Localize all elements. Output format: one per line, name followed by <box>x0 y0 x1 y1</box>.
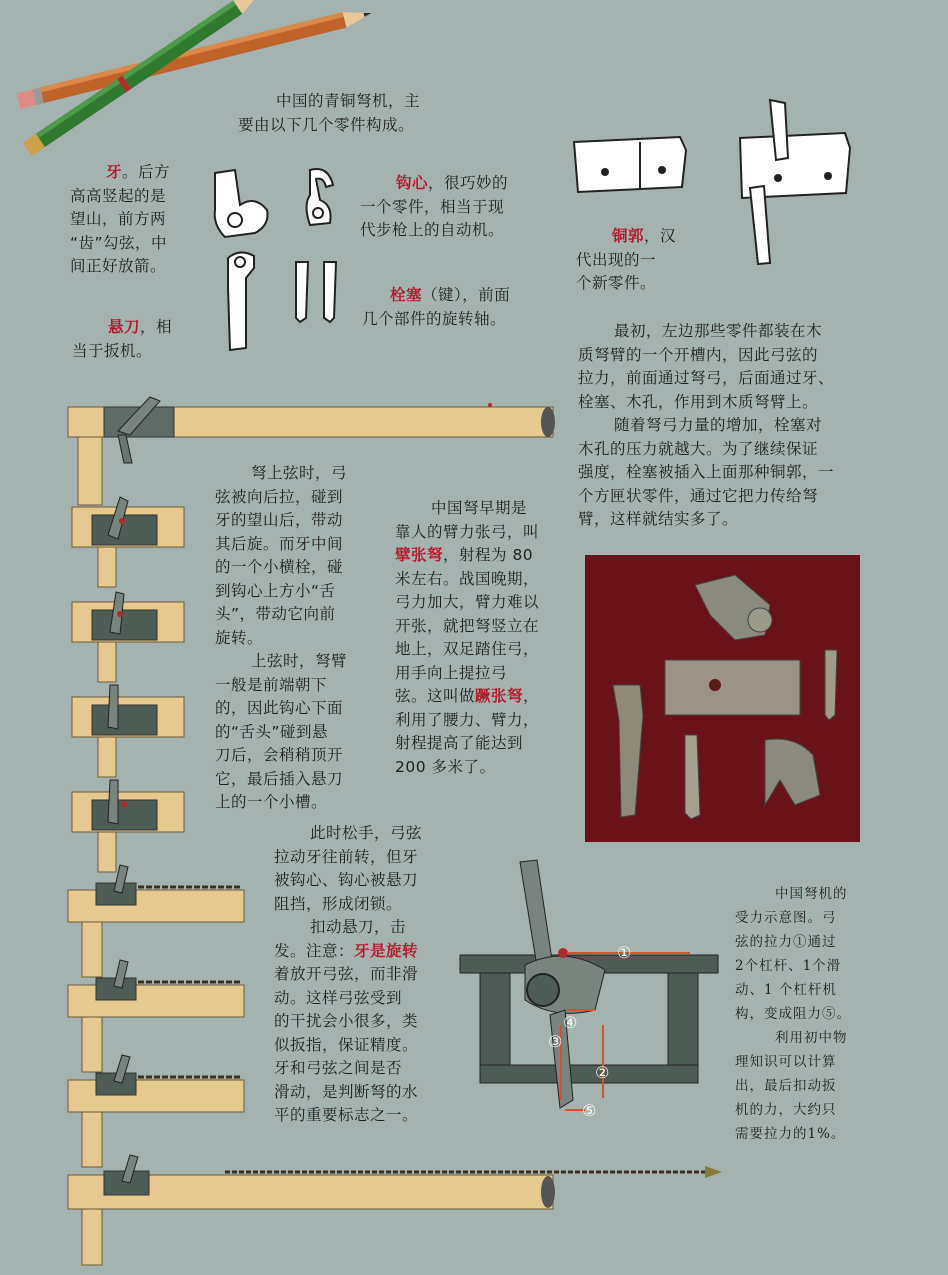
mid-line: 拉动牙往前转，但牙 <box>274 847 419 866</box>
part-gouxin-description <box>360 172 508 243</box>
part-tongguo-drawing <box>570 132 690 202</box>
crossbow-stage-2 <box>72 497 184 587</box>
early-highlight: 蹶张弩 <box>475 687 524 705</box>
right-line: 木孔的压力就越大。为了继续保证 <box>578 439 819 458</box>
mid-line: 平的重要标志之一。 <box>274 1106 419 1124</box>
mid-line: 此时松手，弓弦 <box>310 824 423 842</box>
part-desc: 。后方 <box>122 163 171 181</box>
part-name-xuandao: 悬刀 <box>108 318 141 336</box>
caption-line: 出，最后扣动扳 <box>735 1078 837 1094</box>
early-line: ， <box>523 687 540 705</box>
early-line: 弓力加大，臂力难以 <box>395 593 540 611</box>
part-desc: 代步枪上的自动机。 <box>360 221 505 239</box>
right-line: 最初，左边那些零件都装在木 <box>614 322 823 340</box>
part-name-ya: 牙 <box>106 163 123 181</box>
crossbow-stage-5 <box>72 780 184 872</box>
caption-line: 需要拉力的1%。 <box>735 1126 846 1142</box>
part-desc: 几个部件的旋转轴。 <box>362 309 507 328</box>
part-name-shuansai: 栓塞 <box>390 286 423 304</box>
part-xuandao-description <box>72 316 172 363</box>
part-gouxin-drawing <box>298 165 343 230</box>
intro-line: 要由以下几个零件构成。 <box>238 115 415 134</box>
part-desc: 一个零件，相当于现 <box>360 197 505 216</box>
early-line: 用手向上提拉弓 <box>395 663 508 682</box>
mid-line: 动。这样弓弦受到 <box>274 988 403 1007</box>
part-desc: ，汉 <box>644 227 677 245</box>
mid-line: 上弦时，弩臂 <box>251 652 348 670</box>
mid-line: 的干扰会小很多，类 <box>274 1012 419 1030</box>
mid-line: 刀后，会稍稍顶开 <box>215 746 344 764</box>
right-line: 随着弩弓力量的增加，栓塞对 <box>614 416 823 434</box>
early-line: 开张，就把弩竖立在 <box>395 616 540 635</box>
force-label-4: ④ <box>563 1013 578 1032</box>
right-line: 个方匣状零件，通过它把力传给弩 <box>578 486 819 505</box>
early-line: 中国弩早期是 <box>431 499 528 517</box>
caption-line: 中国弩机的 <box>775 886 848 902</box>
early-line: 地上，双足踏住弓， <box>395 640 540 658</box>
mid-line: 被钩心、钩心被悬刀 <box>274 871 419 889</box>
mid-line: 的“舌头”碰到悬 <box>215 722 329 741</box>
part-xuandao-drawing <box>220 248 265 356</box>
part-ya-drawing <box>205 165 275 245</box>
part-desc: 当于扳机。 <box>72 341 153 360</box>
mid-line: 上的一个小槽。 <box>215 793 328 811</box>
right-line: 拉力，前面通过弩弓，后面通过牙、 <box>578 369 835 387</box>
mid-line: 一般是前端朝下 <box>215 675 328 694</box>
part-desc: “齿”勾弦，中 <box>70 233 168 252</box>
mid-column-text-lower <box>274 822 422 1128</box>
mid-line: 着放开弓弦，而非滑 <box>274 965 419 983</box>
mid-line: 旋转。 <box>215 628 264 647</box>
mid-column-text <box>215 462 347 815</box>
part-tongguo-description <box>576 225 676 296</box>
part-desc: （键），前面 <box>422 286 511 304</box>
caption-line: 弦的拉力①通过 <box>735 934 837 950</box>
part-shuansai-drawing <box>290 258 350 328</box>
part-desc: 望山，前方两 <box>70 210 167 228</box>
mid-line: 似扳指，保证精度。 <box>274 1035 419 1054</box>
right-line: 强度，栓塞被插入上面那种铜郭，一 <box>578 463 835 481</box>
assembled-trigger-drawing <box>730 98 860 268</box>
early-crossbow-text <box>395 497 539 779</box>
crossbow-stage-6 <box>68 865 244 977</box>
early-line: ，射程为 80 <box>443 546 534 564</box>
mid-line: 到钩心上方小“舌 <box>215 581 336 600</box>
caption-line: 利用初中物 <box>775 1030 848 1046</box>
force-diagram <box>455 860 725 1150</box>
mid-line: 扣动悬刀，击 <box>310 918 407 936</box>
early-line: 利用了腰力、臂力， <box>395 710 540 729</box>
part-desc: 个新零件。 <box>576 274 657 292</box>
bronze-parts-photo <box>585 555 860 842</box>
caption-line: 2个杠杆、1个滑 <box>735 958 842 974</box>
intro-line: 中国的青铜弩机，主 <box>276 92 421 110</box>
caption-line: 机的力，大约只 <box>735 1102 837 1118</box>
mid-line: 弩上弦时，弓 <box>251 464 348 482</box>
early-line: 米左右。战国晚期， <box>395 569 540 588</box>
force-diagram-caption <box>735 882 851 1146</box>
mid-line: 的，因此钩心下面 <box>215 699 344 717</box>
mid-line: 滑动，是判断弩的水 <box>274 1082 419 1101</box>
right-line: 质弩臂的一个开槽内，因此弓弦的 <box>578 345 819 364</box>
force-label-5: ⑤ <box>582 1101 597 1120</box>
early-line: 200 多米了。 <box>395 757 496 776</box>
crossbow-stage-4 <box>72 685 184 777</box>
right-line: 臂，这样就结实多了。 <box>578 510 739 528</box>
mid-highlight: 牙是旋转 <box>354 941 419 960</box>
mid-line: 头”，带动它向前 <box>215 605 336 623</box>
mid-line: 弦被向后拉，碰到 <box>215 487 344 506</box>
part-desc: 间正好放箭。 <box>70 257 167 275</box>
caption-line: 理知识可以计算 <box>735 1054 837 1070</box>
force-label-2: ② <box>595 1063 610 1082</box>
part-shuansai-description <box>362 284 510 331</box>
part-desc: ，很巧妙的 <box>428 174 509 192</box>
part-name-gouxin: 钩心 <box>396 174 429 192</box>
right-line: 栓塞、木孔，作用到木质弩臂上。 <box>578 392 819 411</box>
crossbow-stage-3 <box>72 592 184 682</box>
force-label-1: ① <box>617 943 632 962</box>
early-highlight: 擘张弩 <box>395 546 444 564</box>
early-line: 弦。这叫做 <box>395 687 476 705</box>
mid-line: 牙和弓弦之间是否 <box>274 1059 403 1077</box>
caption-line: 动、1 个杠杆机 <box>735 982 837 998</box>
intro-text <box>238 90 420 137</box>
mid-line: 的一个小横栓，碰 <box>215 558 344 576</box>
part-desc: 代出现的一 <box>576 250 657 269</box>
early-line: 射程提高了能达到 <box>395 734 524 752</box>
force-label-3: ③ <box>548 1032 563 1051</box>
part-desc: ，相 <box>140 318 173 336</box>
part-name-tongguo: 铜郭 <box>612 227 645 245</box>
caption-line: 受力示意图。弓 <box>735 910 837 926</box>
mid-line: 它，最后插入悬刀 <box>215 769 344 788</box>
crossbow-stage-9 <box>68 1155 722 1265</box>
part-desc: 高高竖起的是 <box>70 186 167 205</box>
caption-line: 构，变成阻力⑤。 <box>735 1006 851 1022</box>
mid-line: 牙的望山后，带动 <box>215 511 344 529</box>
mid-line: 发。注意： <box>274 941 355 960</box>
part-ya-description <box>70 161 170 279</box>
mid-line: 阻挡，形成闭锁。 <box>274 894 403 913</box>
mid-line: 其后旋。而牙中间 <box>215 534 344 553</box>
early-line: 靠人的臂力张弓，叫 <box>395 522 540 541</box>
